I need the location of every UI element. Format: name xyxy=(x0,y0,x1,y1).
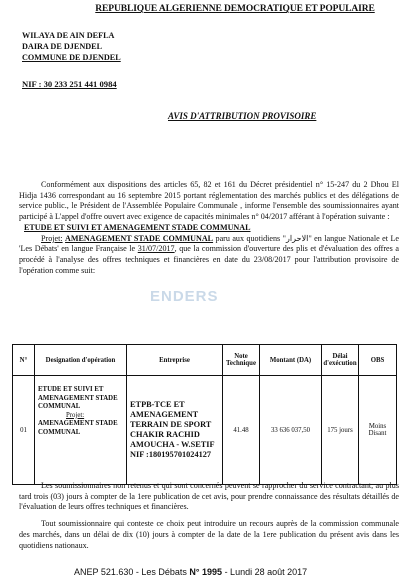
table-header-row xyxy=(13,345,397,376)
row-obs: Moins Disant xyxy=(359,376,397,485)
row-designation xyxy=(35,376,127,485)
col-header-num: N° xyxy=(13,345,35,376)
col-header-designation: Designation d'opération xyxy=(35,345,127,376)
watermark: ENDERS xyxy=(150,288,219,305)
notice-title: AVIS D'ATTRIBUTION PROVISOIRE xyxy=(168,111,317,121)
table-row xyxy=(13,376,397,485)
col-header-montant: Montant (DA) xyxy=(260,345,322,376)
row-note: 41.48 xyxy=(223,376,260,485)
col-header-obs: OBS xyxy=(359,345,397,376)
wilaya-line: WILAYA DE AIN DEFLA xyxy=(22,31,115,40)
footer-date: - Lundi 28 août 2017 xyxy=(224,567,308,577)
projet-date: 31/07/2017 xyxy=(137,244,175,254)
footer-issue: N° 1995 xyxy=(189,567,223,577)
closing-text xyxy=(19,481,399,551)
commune-line: COMMUNE DE DJENDEL xyxy=(22,53,121,62)
project-paragraph xyxy=(19,234,399,277)
row-entreprise: ETPB-TCE ET AMENAGEMENT TERRAIN DE SPORT CHAKIR RACHID AMOUCHA - W.SETIF NIF :180195701024127 xyxy=(127,376,223,485)
intro-paragraph: Conformément aux dispositions des articles 65, 82 et 161 du Décret présidentiel n° 15-247 du 2 Dhou El Hidja 1436 correspondant au 16 septembre 2015 portant réglementation des marchés publics et des délégations de service public., le Président de l'Assemblée Populaire Communale , informe l'ensemble des soumissionnaires ayant participé à L'appel d'offre ouvert avec exigence de capacités minimales n° 04/2017 afférant à l'opération suivante : xyxy=(19,180,399,222)
row-designation-projet: AMENAGEMENT STADE COMMUNAL xyxy=(38,420,118,436)
projet-name: AMENAGEMENT STADE COMMUNAL xyxy=(65,233,214,243)
attribution-table xyxy=(12,344,397,485)
row-montant: 33 636 037,50 xyxy=(260,376,322,485)
col-header-delai: Délai d'exécution xyxy=(322,345,359,376)
nif-number: NIF : 30 233 251 441 0984 xyxy=(22,79,117,89)
republic-title: REPUBLIQUE ALGERIENNE DEMOCRATIQUE ET POPULAIRE xyxy=(95,4,375,14)
footer-ref: ANEP 521.630 - Les Débats xyxy=(74,567,187,577)
projet-evaluation: , que la commission d'ouverture des plis et d'évaluation des offres a procédé à l'analyse des offres techniques et financières en date du 23/08/2017 pour l'attribution provisoire de l'opération comme suit: xyxy=(19,244,399,275)
row-designation-operation: ETUDE ET SUIVI ET AMENAGEMENT STADE COMMUNAL xyxy=(38,386,118,411)
operation-name: ETUDE ET SUIVI ET AMENAGEMENT STADE COMMUNAL xyxy=(24,222,251,232)
closing-paragraph-2: Tout soumissionnaire qui conteste ce choix peut introduire un recours auprès de la commission communale des marchés, dans un délai de dix (10) jours à compter de la date de la 1ere publication du présent avis dans les quotidiens nationaux. xyxy=(19,519,399,550)
row-delai: 175 jours xyxy=(322,376,359,485)
daira-line: DAIRA DE DJENDEL xyxy=(22,42,103,51)
col-header-entreprise: Entreprise xyxy=(127,345,223,376)
notice-body xyxy=(19,180,399,276)
closing-paragraph-1: Les soumissionnaires non retenus et qui sont concernés peuvent se rapprocher du service contractant, au plus tard trois (03) jours à compter de la 1ere publication de cet avis, pour prendre connaissance des résultats détaillés de l'évaluation de leurs offres techniques et financières. xyxy=(19,481,399,512)
row-designation-projet-label: Projet: xyxy=(66,411,85,419)
publication-footer xyxy=(74,567,307,577)
col-header-note: Note Technique xyxy=(223,345,260,376)
row-num: 01 xyxy=(13,376,35,485)
projet-publication: paru aux quotidiens "الاحرار" en langue Nationale et Le 'Les Débats' en langue Française le xyxy=(19,233,399,254)
projet-label: Projet: xyxy=(41,233,63,243)
